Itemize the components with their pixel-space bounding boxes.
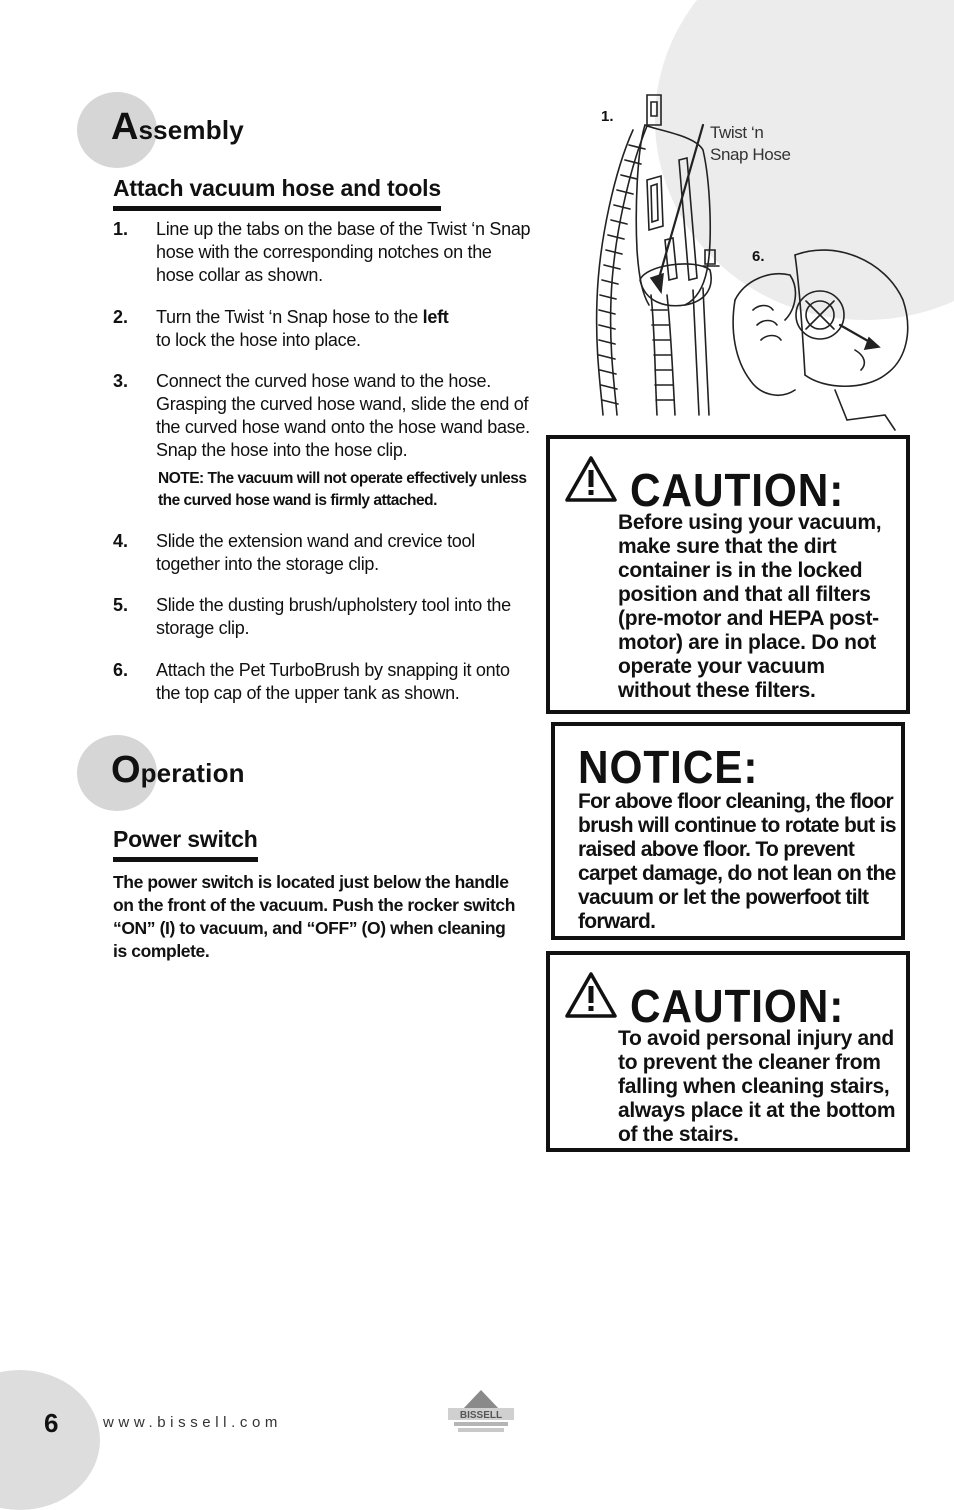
assembly-heading [77, 92, 277, 172]
twist-snap-hose-label: Twist ‘n Snap Hose [710, 123, 791, 164]
power-switch-paragraph: The power switch is located just below the handle on the front of the vacuum. Push the rocker switch “ON” (I) to vacuum, and “OFF” (O) when cleaning is complete. [113, 872, 515, 961]
assembly-step-3: 3. Connect the curved hose wand to the hose. Grasping the curved hose wand, slide the end of the curved hose wand onto the hose wand base. Snap the hose into the hose clip. [113, 371, 530, 460]
logo-text: BISSELL [459, 1410, 503, 1421]
warning-triangle-icon [564, 455, 618, 503]
vacuum-assembly-illustration [585, 90, 925, 435]
illustration-label-1: 1. [601, 108, 614, 125]
caution-heading: CAUTION: [630, 464, 845, 516]
attach-hose-subheading: Attach vacuum hose and tools [113, 175, 441, 211]
caution-body: To avoid personal injury and to prevent the cleaner from falling when cleaning stairs, always place it at the bottom of the stairs. [618, 1027, 896, 1146]
assembly-title: Assembly [111, 106, 244, 148]
caution-box-stairs [546, 951, 910, 1152]
footer-disc [0, 1370, 100, 1510]
assembly-step-6: 6. Attach the Pet TurboBrush by snapping it onto the top cap of the upper tank as shown. [113, 660, 510, 703]
assembly-step-2: 2. Turn the Twist ‘n Snap hose to the left to lock the hose into place. [113, 307, 449, 350]
warning-triangle-icon [564, 971, 618, 1019]
operation-heading [77, 735, 277, 815]
caution-body: Before using your vacuum, make sure that the dirt container is in the locked position and that all filters (pre-motor and HEPA post-motor) are in place. Do not operate your vacuum without these filters. [618, 511, 882, 702]
notice-heading: NOTICE: [578, 741, 759, 793]
illustration-label-6: 6. [752, 248, 765, 265]
assembly-step-1: 1. Line up the tabs on the base of the Twist ‘n Snap hose with the corresponding notches on the hose collar as shown. [113, 219, 531, 285]
notice-body: For above floor cleaning, the floor brush will continue to rotate but is raised above floor. To prevent carpet damage, do not lean on the vacuum or let the powerfoot tilt forward. [578, 790, 896, 933]
assembly-note: NOTE: The vacuum will not operate effectively unless the curved hose wand is firmly attached. [158, 470, 527, 509]
caution-box-filters [546, 435, 910, 714]
bissell-logo-icon [442, 1388, 520, 1440]
notice-box [551, 722, 905, 940]
power-switch-subheading: Power switch [113, 826, 258, 862]
assembly-step-4: 4. Slide the extension wand and crevice tool together into the storage clip. [113, 531, 475, 574]
page-number: 6 [44, 1408, 59, 1438]
caution-heading: CAUTION: [630, 980, 845, 1032]
operation-title: Operation [111, 749, 245, 791]
website-url: www.bissell.com [103, 1414, 283, 1431]
assembly-step-5: 5. Slide the dusting brush/upholstery tool into the storage clip. [113, 595, 511, 638]
